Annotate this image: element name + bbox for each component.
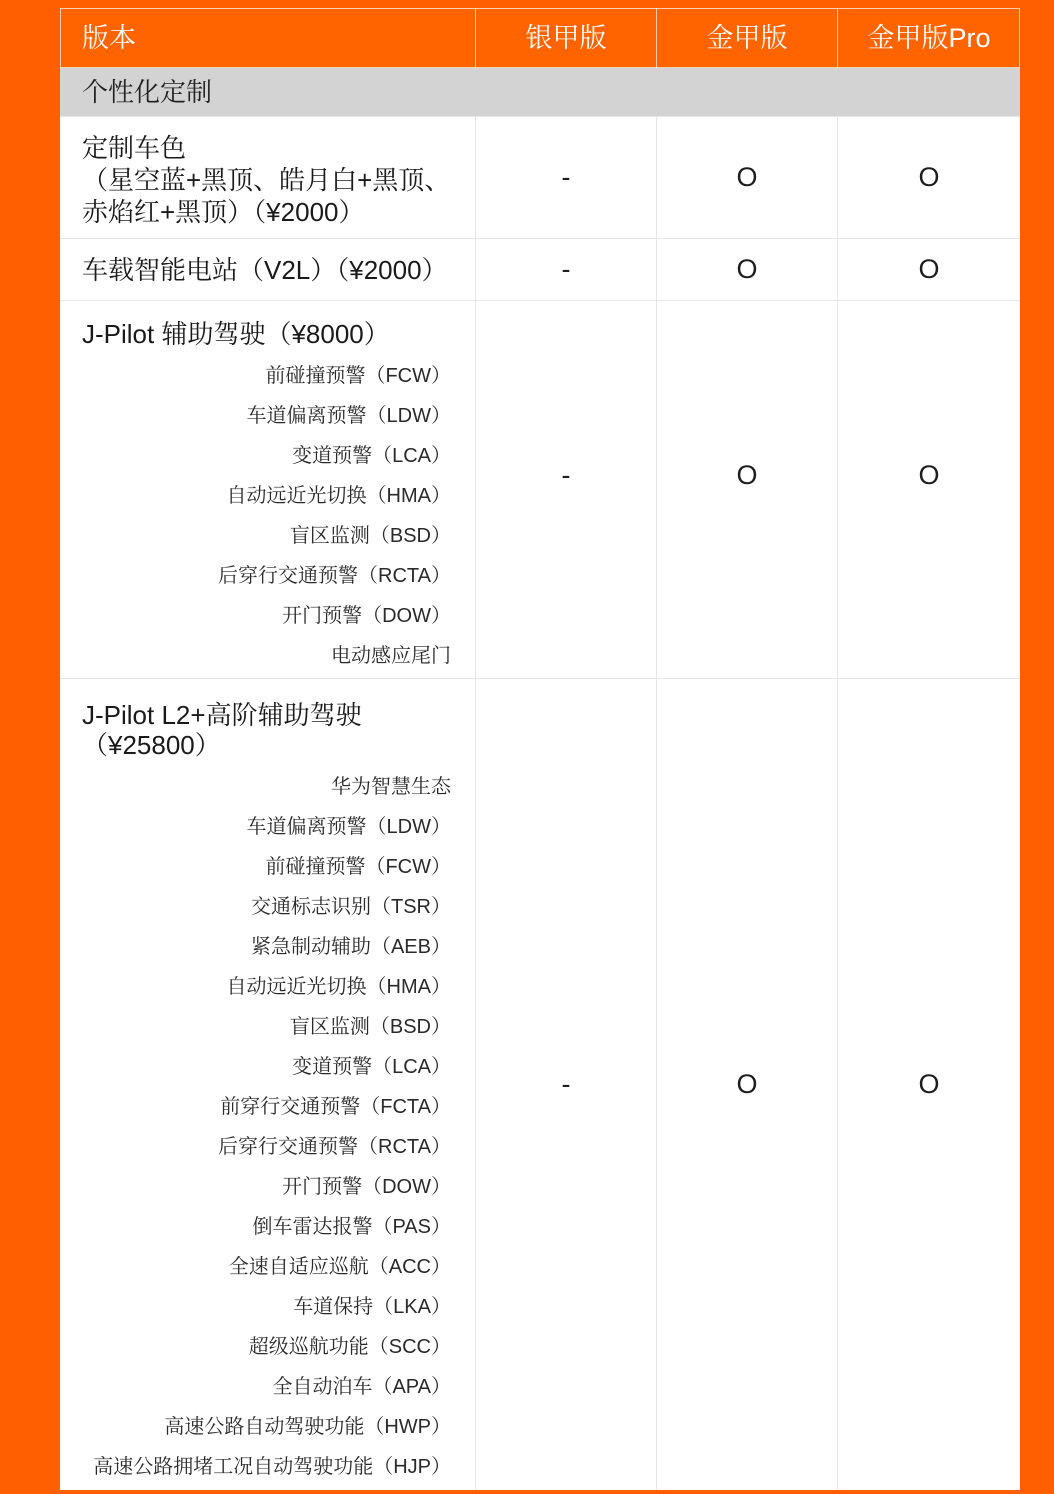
header-trim-gold-pro: 金甲版Pro xyxy=(867,23,991,53)
feature-sub-item: 超级巡航功能（SCC） xyxy=(248,1336,451,1358)
feature-sub-item: 前穿行交通预警（FCTA） xyxy=(220,1096,451,1118)
feature-sub-item: 前碰撞预警（FCW） xyxy=(265,365,451,387)
spec-comparison-table xyxy=(60,8,1020,1490)
row-jpilot-l2-plus xyxy=(60,678,1020,1490)
value-gold: O xyxy=(657,679,838,1490)
feature-sub-item: 电动感应尾门 xyxy=(331,645,451,667)
feature-sub-list xyxy=(82,767,451,1487)
feature-title: J-Pilot L2+高阶辅助驾驶 xyxy=(82,700,362,730)
feature-cell xyxy=(60,301,476,678)
feature-title: J-Pilot 辅助驾驶（¥8000） xyxy=(82,319,390,349)
feature-sub-item: 自动远近光切换（HMA） xyxy=(226,976,451,998)
header-trim-silver: 银甲版 xyxy=(476,8,657,68)
feature-cell xyxy=(60,239,476,300)
header-trim-gold: 金甲版 xyxy=(657,8,838,68)
feature-sub-item: 紧急制动辅助（AEB） xyxy=(250,936,451,958)
feature-sub-item: 高速公路自动驾驶功能（HWP） xyxy=(164,1416,451,1438)
value-gold: O xyxy=(657,239,838,300)
value-silver: - xyxy=(476,679,657,1490)
row-jpilot-assist xyxy=(60,300,1020,678)
feature-sub-item: 车道保持（LKA） xyxy=(293,1296,451,1318)
value-silver: - xyxy=(476,301,657,678)
feature-sub-item: 前碰撞预警（FCW） xyxy=(265,856,451,878)
feature-sub-item: 开门预警（DOW） xyxy=(282,1176,451,1198)
feature-title: 车载智能电站（V2L）（¥2000） xyxy=(82,255,448,285)
feature-title: （¥25800） xyxy=(82,730,221,760)
value-gold-pro: O xyxy=(918,1069,940,1099)
feature-sub-item: 变道预警（LCA） xyxy=(292,445,451,467)
value-gold: O xyxy=(657,301,838,678)
value-gold: O xyxy=(657,117,838,238)
feature-sub-item: 后穿行交通预警（RCTA） xyxy=(218,565,451,587)
feature-sub-list xyxy=(82,356,451,676)
value-gold-pro: O xyxy=(918,254,940,284)
value-silver: - xyxy=(476,239,657,300)
feature-sub-item: 后穿行交通预警（RCTA） xyxy=(218,1136,451,1158)
feature-sub-item: 倒车雷达报警（PAS） xyxy=(252,1216,451,1238)
feature-sub-item: 交通标志识别（TSR） xyxy=(251,896,451,918)
feature-sub-item: 开门预警（DOW） xyxy=(282,605,451,627)
value-gold-pro: O xyxy=(918,162,940,192)
feature-sub-item: 车道偏离预警（LDW） xyxy=(246,405,451,427)
feature-cell xyxy=(60,117,476,238)
feature-sub-item: 华为智慧生态 xyxy=(331,776,451,798)
value-silver: - xyxy=(476,117,657,238)
row-custom-color xyxy=(60,116,1020,238)
feature-title: 赤焰红+黑顶）（¥2000） xyxy=(82,197,365,227)
feature-sub-item: 变道预警（LCA） xyxy=(292,1056,451,1078)
feature-sub-item: 高速公路拥堵工况自动驾驶功能（HJP） xyxy=(93,1456,451,1478)
table-header xyxy=(60,8,1020,68)
feature-title: 定制车色 xyxy=(82,133,187,163)
feature-sub-item: 全速自适应巡航（ACC） xyxy=(228,1256,451,1278)
feature-title: （星空蓝+黑顶、皓月白+黑顶、 xyxy=(82,165,451,195)
section-title: 个性化定制 xyxy=(60,68,1020,116)
feature-sub-item: 盲区监测（BSD） xyxy=(289,1016,451,1038)
row-v2l-power-station xyxy=(60,238,1020,300)
header-version-label: 版本 xyxy=(60,8,476,68)
feature-sub-item: 盲区监测（BSD） xyxy=(289,525,451,547)
feature-sub-item: 自动远近光切换（HMA） xyxy=(226,485,451,507)
feature-sub-item: 全自动泊车（APA） xyxy=(272,1376,451,1398)
value-gold-pro: O xyxy=(918,460,940,490)
feature-cell xyxy=(60,679,476,1490)
feature-sub-item: 车道偏离预警（LDW） xyxy=(246,816,451,838)
